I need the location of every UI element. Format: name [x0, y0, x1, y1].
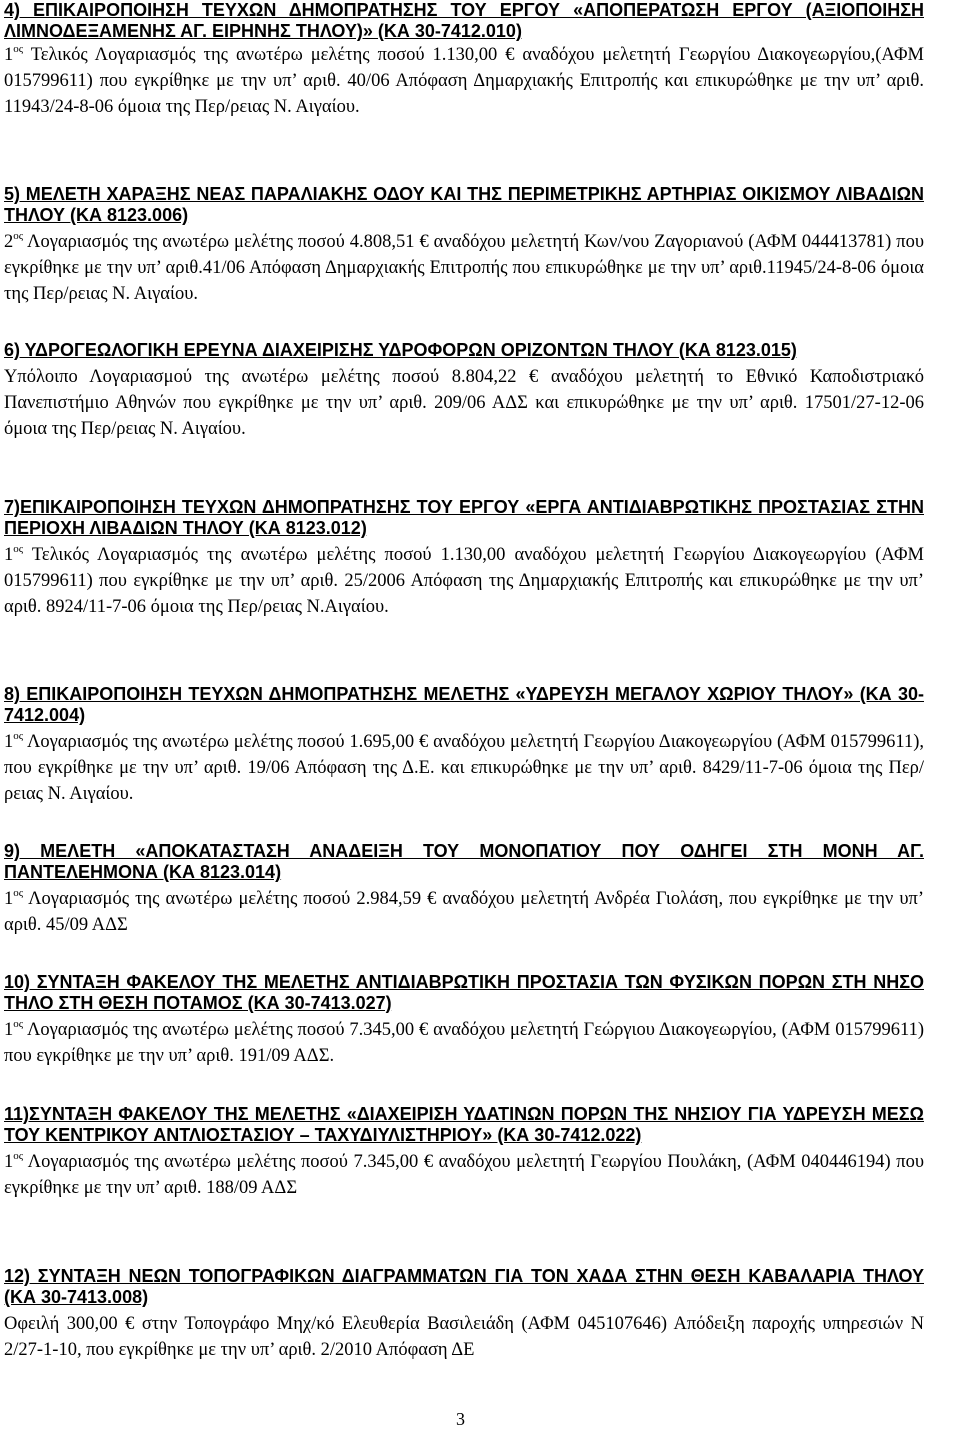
- ordinal-suffix: ος: [13, 886, 24, 899]
- ordinal: 1: [4, 889, 14, 909]
- ordinal-suffix: ος: [13, 1149, 24, 1162]
- section-10: [4, 972, 924, 1069]
- section-text: Οφειλή 300,00 € στην Τοπογράφο Μηχ/κό Ελευθερία Βασιλειάδη (ΑΦΜ 045107646) Απόδειξη παροχής υπηρεσιών Ν 2/27-1-10, που εγκρίθηκε με την υπ’ αριθ. 2/2010 Απόφαση ΔΕ: [4, 1314, 924, 1360]
- section-text: Τελικός Λογαριασμός της ανωτέρω μελέτης ποσού 1.130,00 € αναδόχου μελετητή Γεωργίου Διακογεωργίου,(ΑΦΜ 015799611) που εγκρίθηκε με την υπ’ αριθ. 40/06 Απόφαση Δημαρχιακής Επιτροπής και επικυρώθηκε με την υπ’ αριθ. 11943/24-8-06 όμοια της Περ/ρειας Ν. Αιγαίου.: [4, 45, 924, 117]
- section-4: [4, 0, 924, 120]
- section-body: [4, 1149, 924, 1201]
- section-body: [4, 1017, 924, 1069]
- section-text: Λογαριασμός της ανωτέρω μελέτης ποσού 4.808,51 € αναδόχου μελετητή Κων/νου Ζαγοριανού (ΑΦΜ 044413781) που εγκρίθηκε με την υπ’ αριθ.41/06 Απόφαση Δημαρχιακής Επιτροπής που επικυρώθηκε με την υπ’ αριθ.11945/24-8-06 όμοια της Περ/ρειας Ν. Αιγαίου.: [4, 232, 924, 304]
- ordinal-suffix: ος: [13, 1017, 24, 1030]
- section-title: 9) ΜΕΛΕΤΗ «ΑΠΟΚΑΤΑΣΤΑΣΗ ΑΝΑΔΕΙΞΗ ΤΟΥ ΜΟΝΟΠΑΤΙΟΥ ΠΟΥ ΟΔΗΓΕΙ ΣΤΗ ΜΟΝΗ ΑΓ. ΠΑΝΤΕΛΕΗΜΟΝΑ (ΚΑ 8123.014): [4, 841, 924, 882]
- section-title: 7)ΕΠΙΚΑΙΡΟΠΟΙΗΣΗ ΤΕΥΧΩΝ ΔΗΜΟΠΡΑΤΗΣΗΣ ΤΟΥ ΕΡΓΟΥ «ΕΡΓΑ ΑΝΤΙΔΙΑΒΡΩΤΙΚΗΣ ΠΡΟΣΤΑΣΙΑΣ ΣΤΗΝ ΠΕΡΙΟΧΗ ΛΙΒΑΔΙΩΝ ΤΗΛΟΥ (ΚΑ 8123.012): [4, 497, 924, 538]
- section-body: [4, 1311, 924, 1363]
- section-text: Υπόλοιπο Λογαριασμού της ανωτέρω μελέτης ποσού 8.804,22 € αναδόχου μελετητή το Εθνικό Καποδιστριακό Πανεπιστήμιο Αθηνών που εγκρίθηκε με την υπ’ αριθ. 209/06 ΑΔΣ και επικυρώθηκε με την υπ’ αριθ. 17501/27-12-06 όμοια της Περ/ρειας Ν. Αιγαίου.: [4, 367, 924, 439]
- section-body: [4, 886, 924, 938]
- section-6: [4, 340, 924, 442]
- ordinal-suffix: ος: [13, 542, 24, 555]
- section-text: Λογαριασμός της ανωτέρω μελέτης ποσού 7.345,00 € αναδόχου μελετητή Γεωργίου Πουλάκη, (ΑΦΜ 040446194) που εγκρίθηκε με την υπ’ αριθ. 188/09 ΑΔΣ: [4, 1152, 924, 1198]
- ordinal: 1: [4, 732, 14, 752]
- section-7: [4, 497, 924, 620]
- ordinal: 2: [4, 232, 14, 252]
- section-text: Λογαριασμός της ανωτέρω μελέτης ποσού 1.695,00 € αναδόχου μελετητή Γεωργίου Διακογεωργίου (ΑΦΜ 015799611), που εγκρίθηκε με την υπ’ αριθ. 19/06 Απόφαση της Δ.Ε. και επικυρώθηκε με την υπ’ αριθ. 8429/11-7-06 όμοια της Περ/ρειας Ν. Αιγαίου.: [4, 732, 924, 804]
- ordinal-suffix: ος: [13, 729, 24, 742]
- section-title: 6) ΥΔΡΟΓΕΩΛΟΓΙΚΗ ΕΡΕΥΝΑ ΔΙΑΧΕΙΡΙΣΗΣ ΥΔΡΟΦΟΡΩΝ ΟΡΙΖΟΝΤΩΝ ΤΗΛΟΥ (ΚΑ 8123.015): [4, 340, 797, 360]
- section-12: [4, 1266, 924, 1363]
- section-8: [4, 684, 924, 807]
- ordinal: 1: [4, 1152, 14, 1172]
- section-11: [4, 1104, 924, 1201]
- section-body: [4, 364, 924, 442]
- section-text: Τελικός Λογαριασμός της ανωτέρω μελέτης ποσού 1.130,00 αναδόχου μελετητή Γεωργίου Διακογεωργίου (ΑΦΜ 015799611) που εγκρίθηκε με την υπ’ αριθ. 25/2006 Απόφαση της Δημαρχιακής Επιτροπής και επικυρώθηκε με την υπ’ αριθ. 8924/11-7-06 όμοια της Περ/ρειας Ν.Αιγαίου.: [4, 545, 924, 617]
- section-title: 10) ΣΥΝΤΑΞΗ ΦΑΚΕΛΟΥ ΤΗΣ ΜΕΛΕΤΗΣ ΑΝΤΙΔΙΑΒΡΩΤΙΚΗ ΠΡΟΣΤΑΣΙΑ ΤΩΝ ΦΥΣΙΚΩΝ ΠΟΡΩΝ ΣΤΗ ΝΗΣΟ ΤΗΛΟ ΣΤΗ ΘΕΣΗ ΠΟΤΑΜΟΣ (ΚΑ 30-7413.027): [4, 972, 924, 1013]
- ordinal-suffix: ος: [13, 229, 24, 242]
- section-body: [4, 42, 924, 120]
- ordinal-suffix: ος: [13, 42, 24, 55]
- section-title: 12) ΣΥΝΤΑΞΗ ΝΕΩΝ ΤΟΠΟΓΡΑΦΙΚΩΝ ΔΙΑΓΡΑΜΜΑΤΩΝ ΓΙΑ ΤΟΝ ΧΑΔΑ ΣΤΗΝ ΘΕΣΗ ΚΑΒΑΛΑΡΙΑ ΤΗΛΟΥ (ΚΑ 30-7413.008): [4, 1266, 924, 1307]
- section-body: [4, 729, 924, 807]
- section-body: [4, 229, 924, 307]
- ordinal: 1: [4, 45, 14, 65]
- section-body: [4, 542, 924, 620]
- ordinal: 1: [4, 1020, 14, 1040]
- section-text: Λογαριασμός της ανωτέρω μελέτης ποσού 7.345,00 € αναδόχου μελετητή Γεώργιου Διακογεωργίου, (ΑΦΜ 015799611) που εγκρίθηκε με την υπ’ αριθ. 191/09 ΑΔΣ.: [4, 1020, 924, 1066]
- ordinal: 1: [4, 545, 14, 565]
- section-title: 4) ΕΠΙΚΑΙΡΟΠΟΙΗΣΗ ΤΕΥΧΩΝ ΔΗΜΟΠΡΑΤΗΣΗΣ ΤΟΥ ΕΡΓΟΥ «ΑΠΟΠΕΡΑΤΩΣΗ ΕΡΓΟΥ (ΑΞΙΟΠΟΙΗΣΗ ΛΙΜΝΟΔΕΞΑΜΕΝΗΣ ΑΓ. ΕΙΡΗΝΗΣ ΤΗΛΟΥ)» (ΚΑ 30-7412.010): [4, 0, 924, 41]
- section-9: [4, 841, 924, 938]
- section-title: 5) ΜΕΛΕΤΗ ΧΑΡΑΞΗΣ ΝΕΑΣ ΠΑΡΑΛΙΑΚΗΣ ΟΔΟΥ ΚΑΙ ΤΗΣ ΠΕΡΙΜΕΤΡΙΚΗΣ ΑΡΤΗΡΙΑΣ ΟΙΚΙΣΜΟΥ ΛΙΒΑΔΙΩΝ ΤΗΛΟΥ (ΚΑ 8123.006): [4, 184, 924, 225]
- section-5: [4, 184, 924, 307]
- section-title: 8) ΕΠΙΚΑΙΡΟΠΟΙΗΣΗ ΤΕΥΧΩΝ ΔΗΜΟΠΡΑΤΗΣΗΣ ΜΕΛΕΤΗΣ «ΥΔΡΕΥΣΗ ΜΕΓΑΛΟΥ ΧΩΡΙΟΥ ΤΗΛΟΥ» (ΚΑ 30-7412.004): [4, 684, 924, 725]
- section-title: 11)ΣΥΝΤΑΞΗ ΦΑΚΕΛΟΥ ΤΗΣ ΜΕΛΕΤΗΣ «ΔΙΑΧΕΙΡΙΣΗ ΥΔΑΤΙΝΩΝ ΠΟΡΩΝ ΤΗΣ ΝΗΣΙΟΥ ΓΙΑ ΥΔΡΕΥΣΗ ΜΕΣΩ ΤΟΥ ΚΕΝΤΡΙΚΟΥ ΑΝΤΛΙΟΣΤΑΣΙΟΥ – ΤΑΧΥΔΙΥΛΙΣΤΗΡΙΟΥ» (ΚΑ 30-7412.022): [4, 1104, 924, 1145]
- page-number: 3: [456, 1409, 465, 1429]
- section-text: Λογαριασμός της ανωτέρω μελέτης ποσού 2.984,59 € αναδόχου μελετητή Ανδρέα Γιολάση, που εγκρίθηκε με την υπ’ αριθ. 45/09 ΑΔΣ: [4, 889, 924, 935]
